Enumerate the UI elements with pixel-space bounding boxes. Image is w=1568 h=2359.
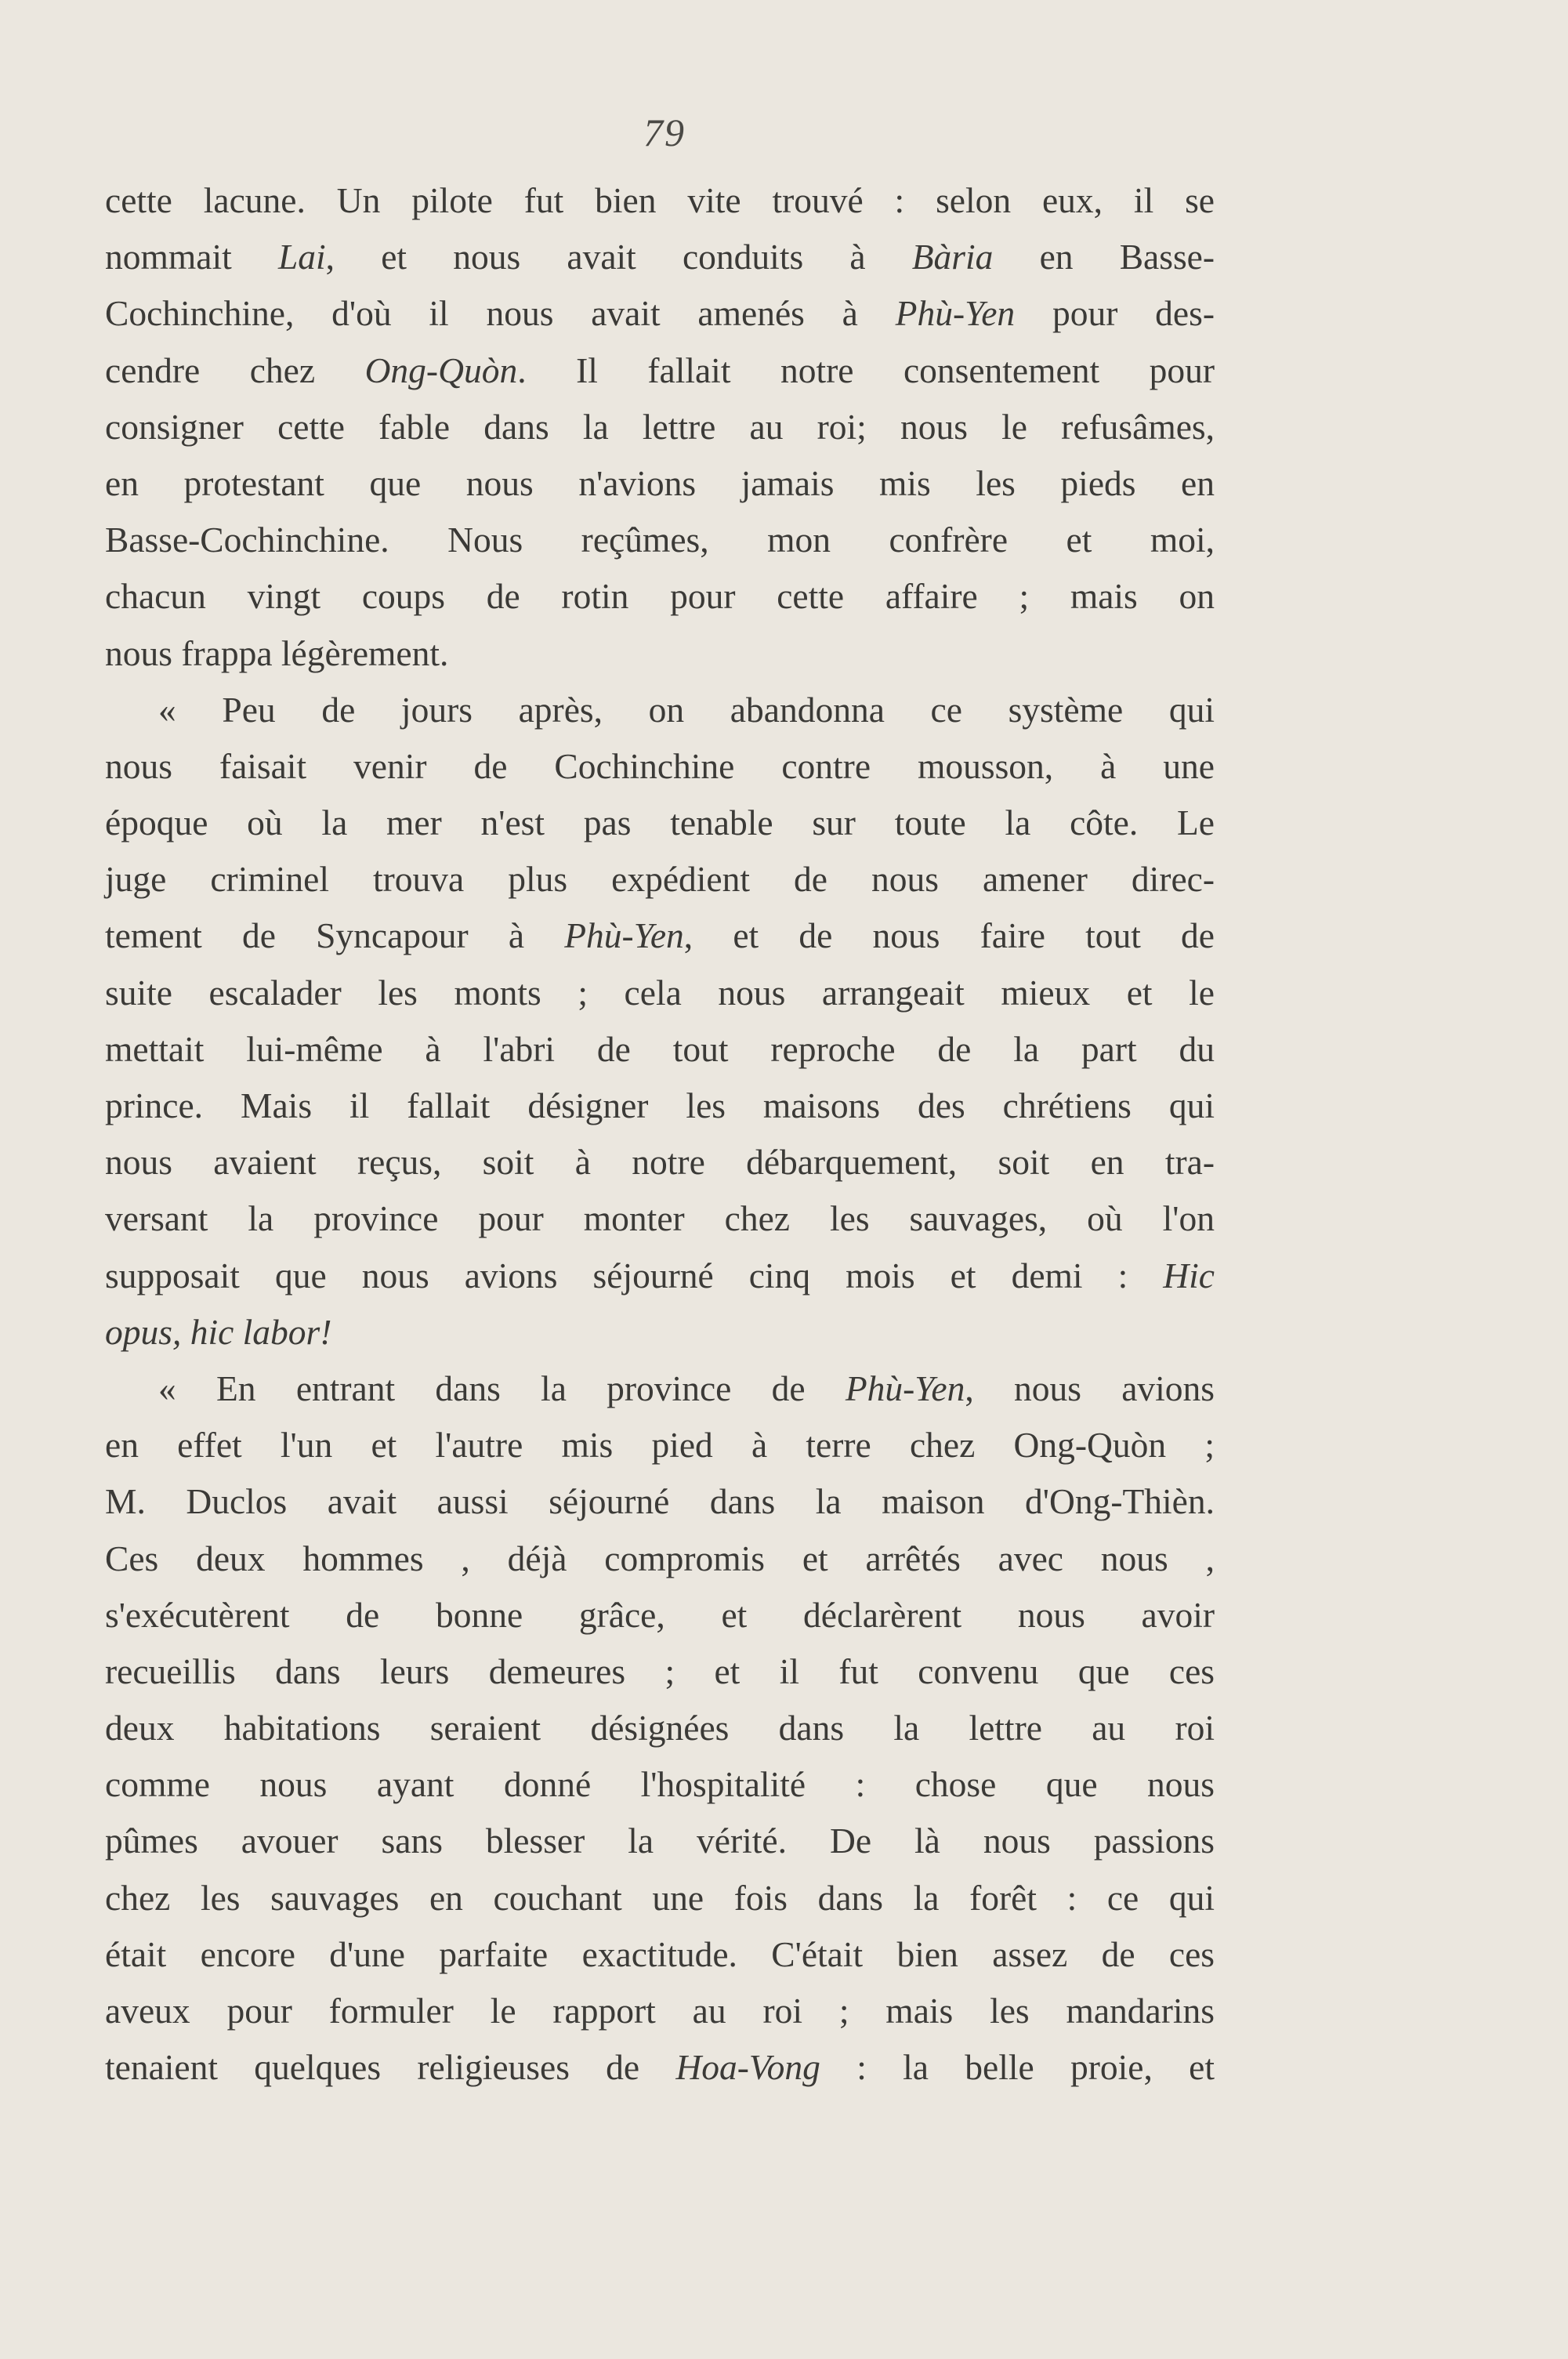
italic-text-segment: Ong-Quòn: [364, 350, 518, 390]
text-segment: juge criminel trouva plus expédient de nous amener direc-: [105, 859, 1215, 900]
text-segment: M. Duclos avait aussi séjourné dans la maison d'Ong-Thièn.: [105, 1481, 1215, 1522]
text-segment: s'exécutèrent de bonne grâce, et déclarèrent nous avoir: [105, 1594, 1215, 1635]
text-line: [105, 568, 1215, 625]
text-segment: cette lacune. Un pilote fut bien vite trouvé : selon eux, il se: [105, 180, 1215, 220]
text-line: [105, 1134, 1215, 1190]
text-segment: versant la province pour monter chez les sauvages, où l'on: [105, 1198, 1215, 1239]
text-segment: en protestant que nous n'avions jamais mis les pieds en: [105, 462, 1215, 503]
text-segment: supposait que nous avions séjourné cinq mois et demi :: [105, 1255, 1164, 1295]
text-line: [105, 399, 1215, 455]
text-segment: aveux pour formuler le rapport au roi ; mais les mandarins: [105, 1991, 1215, 2031]
text-segment: cendre chez: [105, 350, 365, 390]
text-segment: consigner cette fable dans la lettre au roi; nous le refusâmes,: [105, 406, 1215, 447]
text-segment: tement de Syncapour à: [105, 915, 565, 956]
body-text: [105, 172, 1215, 2096]
text-line: [105, 738, 1215, 795]
text-line: [105, 965, 1215, 1021]
italic-text-segment: Lai: [277, 237, 326, 277]
text-segment: . Il fallait notre consentement pour: [517, 350, 1215, 390]
italic-text-segment: Hoa-Vong: [675, 2047, 820, 2088]
text-line: [105, 625, 1215, 682]
text-line: [105, 1643, 1215, 1700]
text-line: [105, 1700, 1215, 1756]
text-segment: comme nous ayant donné l'hospitalité : chose que nous: [105, 1764, 1215, 1805]
italic-text-segment: opus, hic labor!: [105, 1311, 332, 1352]
text-line: [105, 285, 1215, 342]
text-segment: en Basse-: [993, 237, 1215, 277]
text-segment: chacun vingt coups de rotin pour cette affaire ; mais on: [105, 576, 1215, 617]
text-line: [105, 1248, 1215, 1304]
text-segment: suite escalader les monts ; cela nous arrangeait mieux et le: [105, 972, 1215, 1013]
text-segment: recueillis dans leurs demeures ; et il fut convenu que ces: [105, 1651, 1215, 1691]
text-segment: , et de nous faire tout de: [683, 915, 1215, 956]
text-line: [105, 1587, 1215, 1643]
text-line: [105, 908, 1215, 964]
text-line: [105, 2039, 1215, 2096]
text-line: [105, 172, 1215, 229]
text-segment: était encore d'une parfaite exactitude. C'était bien assez de ces: [105, 1933, 1215, 1974]
text-line: [105, 1756, 1215, 1813]
text-line: [105, 1021, 1215, 1078]
text-line: [105, 1361, 1215, 1417]
text-segment: mettait lui-même à l'abri de tout reproche de la part du: [105, 1028, 1215, 1069]
text-segment: « En entrant dans la province de: [158, 1368, 846, 1408]
text-line: [105, 1531, 1215, 1587]
text-line: [105, 1813, 1215, 1869]
text-line: [105, 1190, 1215, 1247]
text-segment: nous avaient reçus, soit à notre débarquement, soit en tra-: [105, 1142, 1215, 1183]
text-segment: , nous avions: [965, 1368, 1215, 1408]
text-line: [105, 229, 1215, 285]
text-line: [105, 342, 1215, 399]
text-segment: nommait: [105, 237, 278, 277]
text-segment: tenaient quelques religieuses de: [105, 2047, 676, 2088]
text-segment: prince. Mais il fallait désigner les maisons des chrétiens qui: [105, 1085, 1215, 1125]
text-line: [105, 682, 1215, 738]
italic-text-segment: Phù-Yen: [845, 1368, 965, 1408]
text-segment: nous faisait venir de Cochinchine contre mousson, à une: [105, 745, 1215, 786]
italic-text-segment: Phù-Yen: [564, 915, 684, 956]
text-line: [105, 1926, 1215, 1983]
text-segment: Ces deux hommes , déjà compromis et arrêtés avec nous ,: [105, 1538, 1215, 1578]
text-line: [105, 1417, 1215, 1473]
text-line: [105, 455, 1215, 512]
text-line: [105, 1870, 1215, 1926]
text-line: [105, 1473, 1215, 1530]
page-number: 79: [643, 111, 686, 154]
text-segment: nous frappa légèrement.: [105, 632, 449, 673]
text-segment: pûmes avouer sans blesser la vérité. De là nous passions: [105, 1821, 1215, 1861]
text-segment: pour des-: [1015, 293, 1215, 334]
text-segment: Basse-Cochinchine. Nous reçûmes, mon confrère et moi,: [105, 520, 1215, 560]
text-segment: : la belle proie, et: [820, 2047, 1215, 2088]
text-line: [105, 851, 1215, 908]
text-line: [105, 1078, 1215, 1134]
italic-text-segment: Bària: [911, 237, 994, 277]
text-segment: , et nous avait conduits à: [325, 237, 912, 277]
text-segment: chez les sauvages en couchant une fois dans la forêt : ce qui: [105, 1877, 1215, 1918]
text-segment: époque où la mer n'est pas tenable sur toute la côte. Le: [105, 803, 1215, 843]
text-segment: « Peu de jours après, on abandonna ce système qui: [158, 689, 1215, 730]
italic-text-segment: Phù-Yen: [895, 293, 1016, 334]
italic-text-segment: Hic: [1163, 1255, 1215, 1295]
text-line: [105, 795, 1215, 851]
text-line: [105, 1304, 1215, 1361]
text-segment: en effet l'un et l'autre mis pied à terre chez Ong-Quòn ;: [105, 1425, 1215, 1466]
text-segment: deux habitations seraient désignées dans la lettre au roi: [105, 1708, 1215, 1748]
text-line: [105, 1983, 1215, 2039]
text-line: [105, 512, 1215, 568]
text-segment: Cochinchine, d'où il nous avait amenés à: [105, 293, 896, 334]
